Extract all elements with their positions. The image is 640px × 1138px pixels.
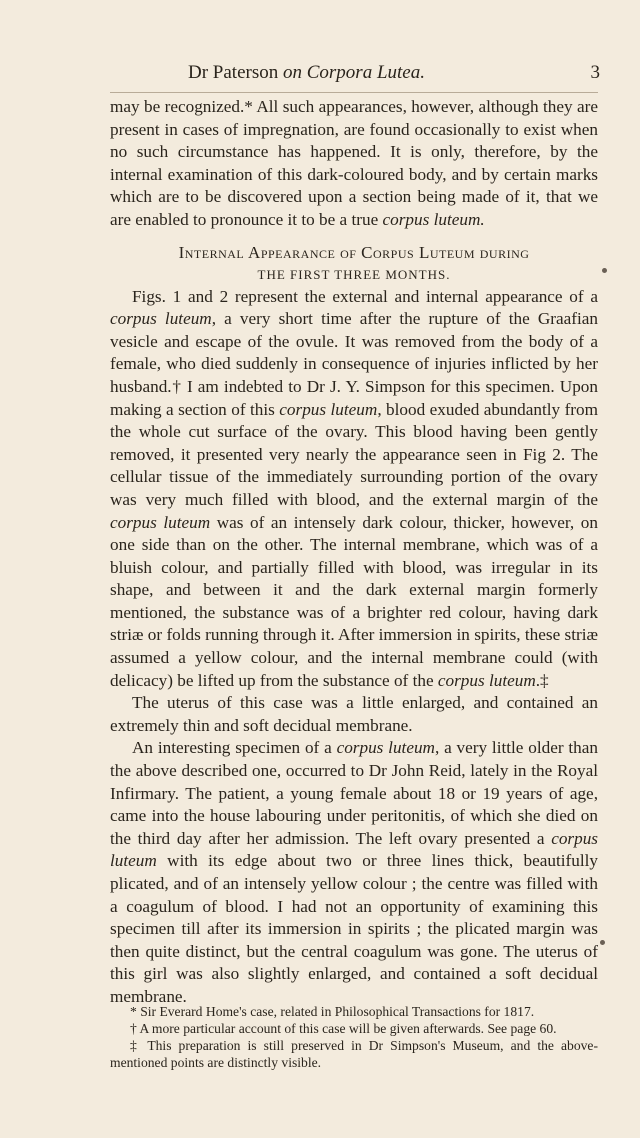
body-text — [110, 96, 598, 1009]
paragraph-2: Figs. 1 and 2 represent the external and internal appearance of a corpus luteum, a very short time after the rupture of the Graafian vesicle and escape of the ovule. It was removed from the body of a female, who died suddenly in consequence of injuries inflicted by her husband.† I am indebted to Dr J. Y. Simpson for this specimen. Upon making a section of this corpus luteum, blood exuded abundantly from the whole cut surface of the ovary. This blood having been gently removed, it presented very nearly the appearance seen in Fig 2. The cellular tissue of the immediately surrounding portion of the ovary was very much filled with blood, and the external margin of the corpus luteum was of an intensely dark colour, thicker, however, on one side than on the other. The internal membrane, which was of a bluish colour, and partially filled with blood, was irregular in its shape, and between it and the dark external margin formerly mentioned, the substance was of a brighter red colour, having dark striæ or folds running through it. After immersion in spirits, these striæ assumed a yellow colour, and the internal membrane could (with delicacy) be lifted up from the substance of the corpus luteum.‡ — [110, 286, 598, 690]
paragraph-4: An interesting specimen of a corpus luteum, a very little older than the above described one, occurred to Dr John Reid, lately in the Royal Infirmary. The patient, a young female about 18 or 19 years of age, came into the house labouring under peritonitis, of which she died on the third day after her admission. The left ovary presented a corpus luteum with its edge about two or three lines thick, beautifully plicated, and of an intensely yellow colour ; the centre was filled with a coagulum of blood. I had not an opportunity of examining this specimen till after its immersion in spirits ; the plicated margin was then quite distinct, but the central coagulum was gone. The uterus of this girl was also slightly enlarged, and contained a soft decidual membrane. — [110, 738, 598, 1006]
paragraph-1: may be recognized.* All such appearances, however, although they are present in cases of impregnation, are found occasionally to exist when no such circumstance has happened. It is only, therefore, by the internal examination of this dark-coloured body, and by certain marks which are to be discovered upon a section being made of it, that we are enabled to pronounce it to be a true corpus luteum. — [110, 97, 598, 229]
header-rule — [110, 92, 598, 93]
running-head — [110, 62, 600, 90]
footnote-3: ‡ This preparation is still preserved in Dr Simpson's Museum, and the above-mentioned points are distinctly visible. — [110, 1038, 598, 1070]
paragraph-3: The uterus of this case was a little enlarged, and contained an extremely thin and soft decidual membrane. — [110, 693, 598, 735]
running-title: Dr Paterson on Corpora Lutea. — [188, 62, 425, 83]
paper-speck — [600, 940, 605, 945]
section-heading: Internal Appearance of Corpus Luteum during THE FIRST THREE MONTHS. — [178, 242, 530, 282]
footnote-2: † A more particular account of this case will be given afterwards. See page 60. — [130, 1021, 557, 1036]
page-number: 3 — [590, 62, 600, 83]
footnotes — [110, 1003, 598, 1071]
paper-speck — [602, 268, 607, 273]
footnote-1: * Sir Everard Home's case, related in Philosophical Transactions for 1817. — [130, 1004, 535, 1019]
